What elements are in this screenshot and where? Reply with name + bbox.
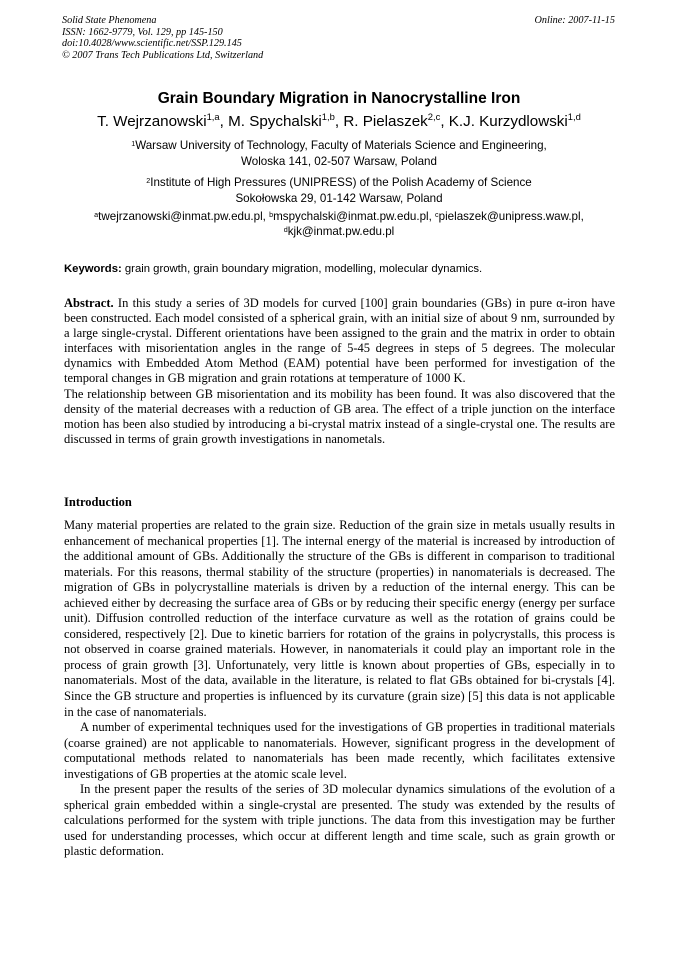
doi-line: doi:10.4028/www.scientific.net/SSP.129.145 <box>62 38 242 50</box>
issn-line: ISSN: 1662-9779, Vol. 129, pp 145-150 <box>62 26 223 38</box>
keywords-label: Keywords: <box>64 263 122 275</box>
author: K.J. Kurzydlowski$^{1,d}$ <box>448 110 581 130</box>
body-paragraph: Many material properties are related to the grain size. Reduction of the grain size in metals usually results in enhancement of mechanical properties [1]. The internal energy of the material is increased by introduction of the additional amount of GBs. Additionally the structure of the GBs is different in comparison to traditional materials. For this reasons, thermal stability of the structure (properties) in nanomaterials is decreased. The migration of GBs in polycrystalline materials is driven by a reduction of the internal energy. This can be achieved either by decreasing the surface area of GBs or by reducing their specific energy (energy per surface unit). Diffusion controlled reduction of the interface curvature as well as the rotation of grains could be considered, respectively [2]. Due to kinetic barriers for rotation of the grains in polycrystalls, this process is not observed in coarse grained materials. However, in nanomaterials it could play an important role in the process of grain growth [3]. Unfortunately, very little is known about properties of GBs, especially in to nanomaterials. Most of the data, available in the literature, is related to flat GBs obtained for bi-crystals [4]. Since the GB structure and properties is influenced by its curvature (grain size) [5] this data is not applicable in the case of nanomaterials. <box>64 518 615 719</box>
email-link[interactable]: $^d$kjk@inmat.pw.edu.pl <box>283 224 395 238</box>
journal-name: Solid State Phenomena <box>62 15 157 26</box>
publication-info <box>62 15 263 61</box>
keywords-text: grain growth, grain boundary migration, modelling, molecular dynamics. <box>121 263 483 275</box>
affiliation-1: $^1$Warsaw University of Technology, Faculty of Materials Science and Engineering, Woloska 141, 02-507 Warsaw, Poland <box>131 139 547 168</box>
abstract-paragraph: The relationship between GB misorientation and its mobility has been found. It was also discovered that the density of the material decreases with a reduction of GB area. The effect of a triple junction on the interface motion has been also studied by introducing a bi-crystal matrix instead of a single-crystal one. The results are discussed in terms of grain growth investigations in nanometals. <box>64 386 615 446</box>
copyright-line: © 2007 Trans Tech Publications Ltd, Switzerland <box>62 49 264 61</box>
paper-title: Grain Boundary Migration in Nanocrystalline Iron <box>157 90 521 107</box>
email-link[interactable]: $^b$mspychalski@inmat.pw.edu.pl <box>269 210 429 223</box>
author-list <box>0 110 678 130</box>
abstract-label: Abstract. <box>64 296 114 310</box>
section-heading-introduction: Introduction <box>64 495 132 509</box>
abstract-paragraph: Abstract. In this study a series of 3D models for curved [100] grain boundaries (GBs) in pure α-iron have been constructed. Each model consisted of a spherical grain, with an initial size of about 9 nm, surrounded by a large single-crystal. Different orientations have been assigned to the grain and the matrix in order to obtain interfaces with misorientation angles in the range of 5-45 degrees in steps of 5 degrees. The molecular dynamics with Embedded Atom Method (EAM) potential have been performed for investigation of the temporal changes in GB migration and grain rotations at temperature of 1000 K. <box>64 296 615 386</box>
body-paragraph: A number of experimental techniques used for the investigations of GB properties in traditional materials (coarse grained) are not applicable to nanomaterials. However, significant progress in the development of computational methods related to nanomaterials has been made recently, which facilitates extensive investigations of GB properties at the atomic scale level. <box>64 720 615 781</box>
email-link[interactable]: $^c$pielaszek@unipress.waw.pl <box>435 210 581 223</box>
email-list: $^a$twejrzanowski@inmat.pw.edu.pl, $^b$mspychalski@inmat.pw.edu.pl, $^c$pielaszek@unipress.waw.pl, $^d$kjk@inmat.pw.edu.pl <box>94 210 584 238</box>
author: M. Spychalski$^{1,b}$, <box>228 110 344 130</box>
introduction-body <box>64 518 615 860</box>
abstract <box>64 296 615 447</box>
email-link[interactable]: $^a$twejrzanowski@inmat.pw.edu.pl <box>94 210 263 223</box>
author: R. Pielaszek$^{2,c}$, <box>343 110 449 130</box>
author: T. Wejrzanowski$^{1,a}$, <box>97 110 229 130</box>
online-date: Online: 2007-11-15 <box>534 15 615 26</box>
body-paragraph: In the present paper the results of the series of 3D molecular dynamics simulations of the evolution of a spherical grain embedded within a single-crystal are presented. The study was extended by the results of calculations performed for the system with triple junctions. The data from this investigation may be further used for understanding processes, which occur at different length and time scale, such as grain growth or plastic deformation. <box>64 782 615 859</box>
affiliation-2: $^2$Institute of High Pressures (UNIPRESS) of the Polish Academy of Science Sokołowska 29, 01-142 Warsaw, Poland <box>146 176 532 205</box>
keywords <box>64 263 624 275</box>
